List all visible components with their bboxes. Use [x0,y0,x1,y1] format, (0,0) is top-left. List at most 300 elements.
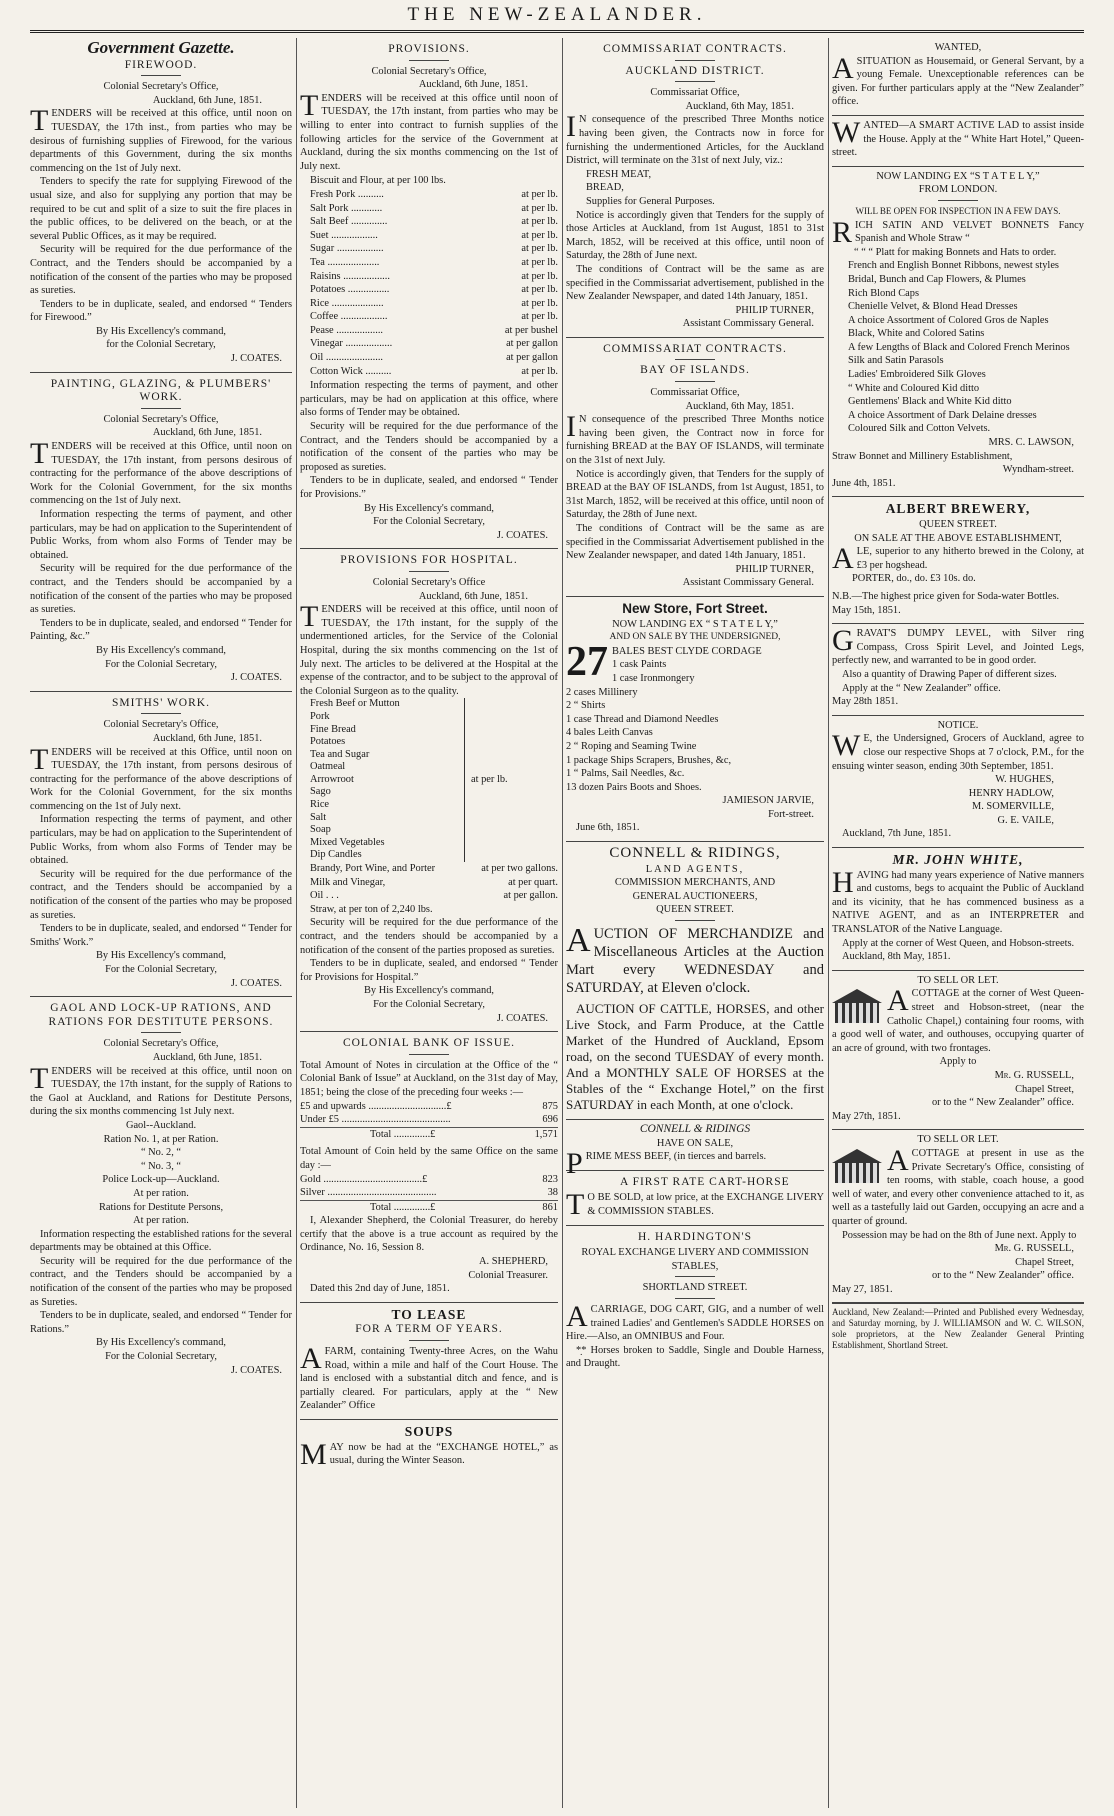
hospital-extra-item [310,903,558,917]
gazette-heading: Government Gazette. [87,38,235,57]
bank-row: Gold ......................................£ 823 [300,1173,558,1185]
notice-paragraph: Tenders to be in duplicate, sealed, and endorsed “ Tender for Rations.” [30,1310,292,1335]
hospital-extra-item [310,876,558,890]
advert-line: ON SALE AT THE ABOVE ESTABLISHMENT, [854,532,1062,544]
notice-title: PAINTING, GLAZING, & PLUMBERS' WORK. [50,377,272,404]
new-store-advert [566,597,824,842]
hospital-provisions-notice [300,549,558,1032]
commissariat-bay-of-islands-notice [566,338,824,597]
hospital-item: Fine Bread [310,723,356,735]
hospital-item-list [310,698,460,862]
notice-paragraph: TENDERS will be received at this Office, until noon on TUESDAY, the 17th instant, from persons desirous of contracting for the performance of the above descriptions of Work for the Colonial Government, for the six months commencing on the 1st of July next. [30,742,292,812]
notice-paragraph: TENDERS will be received at this Office, until noon on TUESDAY, the 17th instant, from persons desirous of contracting for the performance of the above descriptions of Work for the Colonial Government, for the six months commencing on the 1st of July next. [30,437,292,507]
ration-line: Ration No. 1, at per Ration. [103,1133,219,1145]
advert-line: N.B.—The highest price given for Soda-water Bottles. [832,590,1060,602]
advert-subtitle: HAVE ON SALE, [656,1137,734,1149]
provision-name: Fresh Pork .......... [310,188,384,200]
signature: J. COATES. [230,672,282,684]
provision-name: Salt Pork ............ [310,202,383,214]
divider [409,571,449,572]
advert-title: CONNELL & RIDINGS, [609,845,781,862]
signature: A. SHEPHERD, [479,1256,548,1268]
divider [141,713,181,714]
drop-cap: M [300,1437,327,1471]
albert-brewery-advert [832,497,1084,624]
notice-paragraph: Security will be required for the due performance of the Contract, and the Tenders should be accompanied by a notification of the consent of the parties who may be proposed as sureties. [30,244,292,297]
notice-paragraph: The conditions of Contract will be the same as are specified in the Commissariat advertisement, published in the New Zealander Newspaper, and dated 14th January, 1851. [566,263,824,303]
grocer-names [832,773,1084,827]
for-line: for the Colonial Secretary, [106,339,216,351]
divider [675,60,715,61]
provision-name: Rice .................... [310,297,384,309]
notice-title: GAOL AND LOCK-UP RATIONS, AND RATIONS FOR DESTITUTE PERSONS. [48,1002,274,1028]
bank-row: Silver .......................................... 38 [300,1186,558,1201]
provision-item [310,215,558,229]
provision-rate: at per lb. [521,311,558,323]
apply-line: Apply to [939,1056,977,1068]
bank-of-issue-notice [300,1032,558,1303]
signature-address: Wyndham-street. [1002,464,1074,476]
dated-line: Dated this 2nd day of June, 1851. [310,1283,450,1295]
hospital-extra-rate: at per two gallons. [481,863,558,875]
item-line: FRESH MEAT, [586,168,652,180]
provision-rate: at per lb. [521,216,558,228]
notice-title: TO LEASE [391,1306,467,1322]
hospital-item: Potatoes [310,736,346,748]
signature-address: Fort-street. [768,808,814,820]
hospital-items [310,698,558,862]
notice-paragraph: Total Amount of Notes in circulation at the Office of the “ Colonial Bank of Issue” at Auckland, on the 31st day of May, 1851; being the close of the preceding four weeks :— [300,1059,558,1098]
advert-title: A FIRST RATE CART-HORSE [620,1175,790,1188]
provision-rate: at per lb. [521,256,558,268]
notice-paragraph: W E, the Undersigned, Grocers of Auckland, agree to close our respective Shops at 7 o'clock, P.M., for the ensuing winter season, ending 30th September, 1851. [832,729,1084,772]
column-3 [566,38,824,1808]
notice-paragraph: Security will be required for the due performance of the contract, and the Tenders should be accompanied by a notification of the consent of the parties who may be proposed as sureties. [30,868,292,921]
bonnet-item-list [832,259,1084,436]
bonnet-item: A few Lengths of Black and Colored French Merinos [848,341,1070,353]
provision-item [310,283,558,297]
advert-paragraph: T O BE SOLD, at low price, at the EXCHANGE LIVERY & COMMISSION STABLES. [566,1188,824,1222]
notice-title: SOUPS [404,1424,454,1439]
advert-paragraph: AUCTION OF CATTLE, HORSES, and other Live Stock, and Farm Produce, at the Cattle Market of the Hundred of Auckland, Epsom road, on the second TUESDAY of every month. And a MONTHLY SALE OF HORSES at the Stables of the “ Exchange Hotel,” on the first SATURDAY in each Month, at one o'clock. [566,1001,824,1113]
hospital-item: Oatmeal [310,761,346,773]
house-icon [832,989,882,1025]
advert-line: GENERAL AUCTIONEERS, [632,890,758,902]
provisions-notice [300,38,558,549]
advert-title: WANTED, [934,42,982,53]
office-line: Commissariat Office, [650,87,740,99]
divider [141,408,181,409]
provision-name: Suet .................. [310,229,378,241]
advert-subtitle: QUEEN STREET. [919,519,997,530]
divider [409,1054,449,1055]
provision-rate: at per lb. [521,297,558,309]
date-line: May 27th, 1851. [832,1110,901,1122]
advert-line: COMMISSION MERCHANTS, AND [614,877,776,889]
date-line: May 15th, 1851. [832,604,901,616]
provision-name: Vinegar .................. [310,338,393,350]
divider [675,81,715,82]
drop-cap: I [566,110,576,144]
date-line: May 27, 1851. [832,1283,893,1295]
drop-cap: A [566,1299,588,1333]
sale-line: AND ON SALE BY THE UNDERSIGNED, [609,632,781,643]
advert-paragraph: GRAVAT'S DUMPY LEVEL, with Silver ring Compass, Cross Spirit Level, and Jointed Legs, perfectly new, and warranted to be in good order. [832,624,1084,667]
drop-cap: A [832,542,854,576]
notice-subtitle: AUCKLAND DISTRICT. [625,64,765,77]
advert-line: SHORTLAND STREET. [642,1282,748,1294]
divider [675,1276,715,1277]
signature: Mr. G. RUSSELL, [994,1069,1074,1081]
signature: J. COATES. [496,529,548,541]
command-line: By His Excellency's command, [364,502,494,514]
notice-subtitle: BAY OF ISLANDS. [640,364,750,377]
notice-paragraph: I, Alexander Shepherd, the Colonial Treasurer, do hereby certify that the above is a true account as required by the Ordinance, No. 16, Session 8. [300,1215,558,1254]
provision-rate: at per lb. [521,202,558,214]
provision-item [310,365,558,379]
drop-cap: A [887,1143,909,1177]
hospital-item: Tea and Sugar [310,748,370,760]
provision-rate: at per bushel [504,324,558,336]
notice-paragraph: Security will be required for the due performance of the Contract, and the Tenders should be accompanied by a notification of the consent of the parties who may be proposed as sureties. [300,421,558,473]
hospital-extra-rate: at per gallon. [503,890,558,902]
drop-cap: T [30,104,49,138]
bank-row: Under £5 .......................................... 696 [300,1113,558,1128]
signature-title: Colonial Treasurer. [468,1269,548,1281]
notice-paragraph: Security will be required for the due performance of the contract, and the tenders should be accompanied by a notification of the consent of the parties proposed as sureties. [300,917,558,956]
advert-title: New Store, Fort Street. [622,600,768,616]
advert-paragraph: RICH SATIN AND VELVET BONNETS Fancy Spanish and Whole Straw “ [832,215,1084,249]
ration-line: “ No. 3, “ [140,1160,182,1172]
advert-paragraph: Also a quantity of Drawing Paper of different sizes. [842,668,1057,680]
date-line: Auckland, 6th June, 1851. [152,94,262,106]
signature: J. COATES. [496,1012,548,1024]
notice-title: COMMISSARIAT CONTRACTS. [603,342,787,355]
store-item: 4 bales Leith Canvas [566,727,653,739]
drop-cap: T [30,437,49,471]
item-line: Supplies for General Purposes. [586,195,715,207]
ration-line: At per ration. [133,1187,189,1199]
provision-name: Biscuit and Flour, at per 100 lbs. [310,175,446,187]
command-line: By His Excellency's command, [96,950,226,962]
bonnet-item: French and English Bonnet Ribbons, newest styles [848,260,1059,272]
bonnet-item: Bridal, Bunch and Cap Flowers, & Plumes [848,273,1026,285]
firewood-notice [30,38,292,373]
column-4 [832,38,1084,1808]
notice-paragraph: Tenders to be in duplicate, sealed, and endorsed “ Tender for Painting, &c.” [30,617,292,643]
hospital-item: Rice [310,799,330,811]
bonnet-item: Chenielle Velvet, & Blond Head Dresses [848,301,1018,313]
hospital-item: Mixed Vegetables [310,836,385,848]
divider [675,359,715,360]
for-line: For the Colonial Secretary, [373,516,485,528]
bonnet-item: Gentlemens' Black and White Kid ditto [848,396,1012,408]
hospital-item: Salt [310,811,327,823]
ration-line: Gaol--Auckland. [125,1119,197,1131]
lease-notice [300,1303,558,1420]
landing-line: NOW LANDING EX “ S T A T E L Y,” [612,618,778,630]
advert-paragraph: ACOTTAGE at present in use as the Private Secretary's Office, consisting of ten rooms, with stable, coach house, a good well of water, and every other convenience attached to it, as well as a tastefully laid out Garden, occupying an acre and a quarter of ground. [832,1143,1084,1227]
provision-rate: at per lb. [521,243,558,255]
advert-line: ROYAL EXCHANGE LIVERY AND COMMISSION STABLES, [581,1247,809,1272]
hardington-advert [566,1226,824,1377]
advert-line: PORTER, do., do. £3 10s. do. [852,573,976,585]
drop-cap: W [832,729,861,763]
command-line: By His Excellency's command, [96,325,226,337]
advert-paragraph: AUCTION OF MERCHANDIZE and Miscellaneous Articles at the Auction Mart every WEDNESDAY and SATURDAY, at Eleven o'clock. [566,922,824,997]
notice-paragraph: Tenders to be in duplicate, sealed, and endorsed “ Tender for Smiths' Work.” [30,923,292,948]
advert-title: MR. JOHN WHITE, [892,852,1024,868]
drop-cap: T [300,600,319,634]
date-line: Auckland, 6th May, 1851. [685,400,794,412]
drop-cap: T [30,1061,49,1095]
drop-cap: H [832,865,854,899]
hospital-item: Fresh Beef or Mutton [310,698,400,710]
office-line: Commissariat Office, [650,387,740,399]
advert-subtitle: FROM LONDON. [918,184,998,196]
provision-name: Sugar .................. [310,243,384,255]
provision-item [310,270,558,284]
hospital-extra-name: Milk and Vinegar, [310,876,386,888]
drop-cap: T [566,1188,585,1222]
quantity: 27 [566,644,608,685]
advert-title: TO SELL OR LET. [917,1134,999,1146]
bonnet-item: A choice Assortment of Colored Gros de Naples [848,314,1049,326]
date-line: Auckland, 7th June, 1851. [842,828,952,840]
notice-paragraph: Tenders to specify the rate for supplying Firewood of the usual size, and also for supplying any portion that may be required to be cut and split of a size to suit the fire places in the public offices, to be delivered on the beach, or at the several Public Offices, as it may be required. [30,176,292,242]
ration-line: Police Lock-up—Auckland. [102,1174,220,1186]
cottage-sell-let-advert-2 [832,1130,1084,1303]
provision-item [310,242,558,256]
advert-paragraph: PRIME MESS BEEF, (in tierces and barrels. [566,1147,767,1181]
command-line: By His Excellency's command, [96,644,226,656]
signature-address: Chapel Street, [1015,1256,1074,1268]
notice-title: COLONIAL BANK OF ISSUE. [342,1037,516,1050]
divider [675,920,715,921]
first-item [566,645,824,795]
hospital-item: Dip Candles [310,849,362,861]
provision-name: Coffee .................. [310,311,388,323]
provision-rate: at per lb. [521,365,558,377]
advert-paragraph: Apply at the “ New Zealander” office. [842,682,1001,694]
advert-paragraph: *̣* Horses broken to Saddle, Single and Double Harness, and Draught. [566,1344,824,1370]
bank-total: Total ..............£ 1,571 [370,1128,558,1140]
masthead-rule [30,30,1084,33]
provision-rate: at per lb. [521,229,558,241]
signature: J. COATES. [230,1364,282,1376]
advert-title: NOW LANDING EX “S T A T E L Y,” [876,170,1040,182]
provision-item [310,174,558,188]
provision-item [310,256,558,270]
imprint [832,1303,1084,1357]
notice-paragraph: Tenders to be in duplicate, sealed, and endorsed “ Tenders for Firewood.” [30,298,292,324]
provision-item [310,202,558,216]
drop-cap: A [300,1342,322,1376]
bonnet-item: A choice Assortment of Dark Delaine dresses [848,409,1037,421]
notice-title: PROVISIONS FOR HOSPITAL. [340,554,518,567]
divider [141,1032,181,1033]
provision-name: Tea .................... [310,256,380,268]
grocers-notice [832,716,1084,848]
advert-paragraph: ALE, superior to any hitherto brewed in the Colony, at £3 per hogshead. [832,542,1084,576]
house-icon [832,1149,882,1185]
signature-alt: or to the “ New Zealander” office. [931,1097,1074,1109]
divider [409,60,449,61]
store-item: 13 dozen Pairs Boots and Shoes. [566,781,702,793]
grocer-name: HENRY HADLOW, [968,787,1054,799]
drop-cap: A [566,922,591,960]
advert-title: CONNELL & RIDINGS [639,1123,751,1136]
notice-paragraph: TENDERS will be received at this office, until noon of TUESDAY, the 17th instant, for the supply of the undermentioned articles, for the Service of the Colonial Hospital, during the six months commencing on the 1st of July next. The articles to be delivered at the Hospital at the expense of the contractor, and to be subject to the approval of the Colonial Surgeon as to the quality. [300,600,558,697]
hospital-item: Soap [310,824,331,836]
notice-paragraph: AFARM, containing Twenty-three Acres, on the Wahu Road, within a mile and half of the Court House. The land is enclosed with a substantial ditch and fence, and is partially cleared. For particulars, apply at the “ New Zealander” Office [300,1342,558,1412]
signature-line: Straw Bonnet and Millinery Establishment, [832,450,1013,462]
notice-subtitle: FOR A TERM OF YEARS. [355,1323,503,1336]
grocer-name: G. E. VAILE, [997,814,1054,826]
column-2 [300,38,558,1808]
provision-rate: at per lb. [521,270,558,282]
advert-paragraph: HAVING had many years experience of Native manners and customs, begs to acquaint the Public of Auckland and its vicinity, that he has commenced business as a NATIVE AGENT, and as an INTERPRETER and TRANSLATOR of the Native Language. [832,865,1084,936]
divider [675,381,715,382]
notice-paragraph: The conditions of Contract will be the same as are specified in the Commissariat Advertisement published in the New Zealander newspaper, and dated 14th January, 1851. [566,523,824,562]
smiths-notice [30,692,292,997]
provision-item [310,337,558,351]
notice-paragraph: Information respecting the terms of payment, and other particulars, may be had on application to the Superintendent of Public Works, from whom also Forms of Tender may be obtained. [30,509,292,561]
office-line: Colonial Secretary's Office, [103,81,219,93]
advert-paragraph: ACARRIAGE, DOG CART, GIG, and a number of well trained Ladies' and Gentlemen's SADDLE HORSES on Hire.—Also, an OMNIBUS and Four. [566,1299,824,1343]
dumpy-level-advert [832,624,1084,716]
provision-item [310,297,558,311]
advert-line: “ “ “ Platt for making Bonnets and Hats to order. [854,246,1057,258]
date-line: June 6th, 1851. [576,822,640,834]
office-line: Colonial Secretary's Office, [103,719,219,731]
provision-name: Raisins .................. [310,270,390,282]
bank-total: Total ..............£ 861 [370,1201,558,1213]
soups-notice [300,1420,558,1474]
date-line: Auckland, 6th June, 1851. [152,732,262,744]
bonnet-item: Ladies' Embroidered Silk Gloves [848,369,986,381]
connell-ridings-advert [566,842,824,1120]
bonnet-item: Black, White and Colored Satins [848,328,985,340]
provision-name: Pease .................. [310,324,384,336]
provision-item [310,351,558,365]
store-item: 2 “ Shirts [566,700,606,712]
ration-line: At per ration. [133,1215,189,1227]
notice-title: FIREWOOD. [124,58,198,71]
notice-paragraph: MAY now be had at the “EXCHANGE HOTEL,” as usual, during the Winter Season. [300,1437,558,1471]
date-line: Auckland, 8th May, 1851. [842,951,951,963]
signature: JAMIESON JARVIE, [722,795,814,807]
provisions-list [310,174,558,378]
drop-cap: R [832,215,853,249]
notice-paragraph: Tenders to be in duplicate, sealed, and endorsed “ Tender for Provisions.” [300,475,558,500]
notice-paragraph: Security will be required for the due performance of the contract, and the Tenders should be accompanied by a notification of the consent of the parties who may be proposed as sureties. [30,563,292,616]
masthead: THE NEW-ZEALANDER. [407,4,707,25]
signature: PHILIP TURNER, [735,304,814,316]
grocer-name: W. HUGHES, [995,774,1054,786]
notice-title: SMITHS' WORK. [112,696,210,709]
notice-paragraph: Security will be required for the due performance of the contract, and the Tenders should be accompanied by a notification of the consent of the parties who may be proposed as Sureties. [30,1255,292,1308]
for-line: For the Colonial Secretary, [105,1351,217,1363]
office-line: Colonial Secretary's Office, [103,413,219,425]
drop-cap: I [566,410,576,444]
item-line: BREAD, [586,182,624,194]
first-item-label: BALES BEST CLYDE CORDAGE [612,645,762,657]
notice-paragraph: Total Amount of Coin held by the same Office on the same day :— [300,1146,558,1171]
for-line: For the Colonial Secretary, [105,964,217,975]
provision-name: Salt Beef .............. [310,216,388,228]
for-line: For the Colonial Secretary, [373,998,485,1010]
advert-paragraph: Possession may be had on the 8th of June next. Apply to [842,1229,1077,1241]
hospital-extra-rate: at per quart. [508,876,558,888]
divider [141,75,181,76]
bonnets-advert [832,167,1084,498]
drop-cap: T [30,742,49,776]
provision-name: Oil ...................... [310,352,384,364]
bonnet-item: Rich Blond Caps [848,287,920,299]
drop-cap: A [832,51,854,85]
date-line: June 4th, 1851. [832,477,896,489]
store-item: 2 “ Roping and Seaming Twine [566,740,697,752]
signature-title: Assistant Commissary General. [682,318,814,330]
hospital-extra-name: Brandy, Port Wine, and Porter [310,863,436,875]
imprint-text: Auckland, New Zealand:—Printed and Published every Wednesday, and Saturday morning, by J. WILLIAMSON and W. C. WILSON, sole proprietors, at the New Zealander General Printing Establishment, Shortland Street. [832,1307,1084,1351]
advert-paragraph: ASITUATION as Housemaid, or General Servant, by a young Female. Unexceptionable references can be given. For further particulars apply at the “New Zealander” office. [832,51,1084,108]
hospital-item: Pork [310,710,330,722]
office-line: Colonial Secretary's Office, [371,65,487,77]
advert-title: ALBERT BREWERY, [885,501,1031,517]
notice-paragraph: Notice is accordingly given, that Tenders for the supply of BREAD at the BAY OF ISLANDS, from 1st August, 1851, to 31st March, 1852, will be received at this office, until noon of Saturday, the 28th of June next. [566,468,824,521]
provision-item [310,324,558,338]
notice-paragraph: TENDERS will be received at this office, until noon on TUESDAY, the 17th instant, for the supply of Rations to the Gaol at Auckland, and Rations for Destitute Persons, during the six months commencing 1st July next. [30,1061,292,1118]
date-line: Auckland, 6th June, 1851. [418,79,528,91]
date-line: Auckland, 6th June, 1851. [418,590,528,602]
column-1 [30,38,292,1808]
signature: MRS. C. LAWSON, [988,437,1074,449]
date-line: Auckland, 6th May, 1851. [685,100,794,112]
date-line: May 28th 1851. [832,696,899,708]
provision-rate: at per lb. [521,284,558,296]
notice-paragraph: I N consequence of the prescribed Three Months notice having been given, the Contracts now in force for furnishing the undermentioned Articles, for the Auckland District, will terminate on the 31st of next July, viz.: [566,110,824,167]
notice-title: COMMISSARIAT CONTRACTS. [603,43,787,55]
provision-rate: at per gallon [506,338,558,350]
drop-cap: A [887,984,909,1018]
inspection-line: WILL BE OPEN FOR INSPECTION IN A FEW DAYS. [855,205,1061,216]
command-line: By His Excellency's command, [96,1337,226,1349]
divider [409,1340,449,1341]
bank-row: £5 and upwards ..............................£ 875 [300,1100,558,1112]
advert-line: LAND AGENTS, [645,863,745,875]
signature: Mr. G. RUSSELL, [994,1243,1074,1255]
advert-title: H. HARDINGTON'S [638,1230,752,1243]
hospital-item: Arrowroot [310,773,354,785]
provision-item [310,310,558,324]
cart-horse-advert [566,1171,824,1226]
advert-paragraph: WANTED—A SMART ACTIVE LAD to assist inside the House. Apply at the “ White Hart Hotel,” Queen-street. [832,115,1084,159]
provision-item [310,229,558,243]
notice-paragraph: Information respecting the established rations for the several departments may be obtained at this Office. [30,1228,292,1254]
notice-paragraph: Notice is accordingly given that Tenders for the supply of those Articles at Auckland, from 1st August, 1851 to 31st March, 1852, will be received at this office, until noon of Saturday, the 28th of June next. [566,209,824,262]
john-white-advert [832,848,1084,971]
signature: J. COATES. [230,353,282,365]
store-item: 1 cask Paints [612,659,667,671]
signature-address: Chapel Street, [1015,1083,1074,1095]
drop-cap: T [300,88,319,122]
command-line: By His Excellency's command, [364,985,494,997]
office-line: Colonial Secretary's Office, [103,1038,219,1050]
hospital-extra-name: Straw, at per ton of 2,240 lbs. [310,903,433,915]
painting-notice [30,373,292,692]
